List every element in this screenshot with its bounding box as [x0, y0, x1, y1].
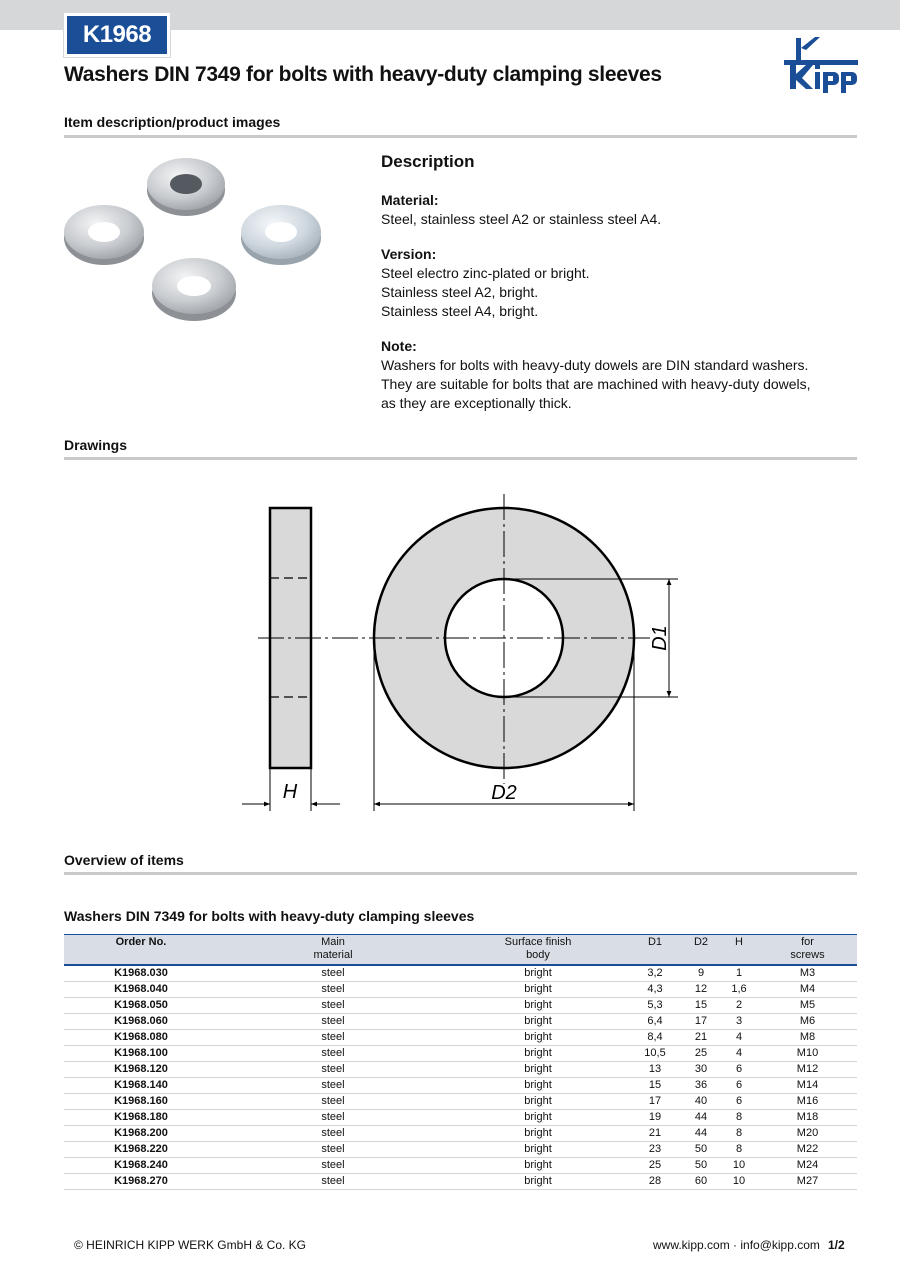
washer-left: [64, 205, 144, 265]
surface-cell: bright: [448, 1062, 628, 1078]
order-no-cell: K1968.030: [64, 965, 218, 982]
screws-cell: M3: [758, 965, 857, 982]
material-cell: steel: [218, 1110, 448, 1126]
order-no-cell: K1968.200: [64, 1126, 218, 1142]
d1-cell: 8,4: [628, 1030, 682, 1046]
washer-bottom: [152, 258, 236, 321]
d2-cell: 15: [682, 998, 720, 1014]
material-cell: steel: [218, 1094, 448, 1110]
table-row: [64, 1078, 857, 1094]
order-no-cell: K1968.140: [64, 1078, 218, 1094]
product-photo: [64, 148, 332, 330]
h-cell: 6: [720, 1094, 758, 1110]
version-line: Steel electro zinc-plated or bright.: [381, 265, 590, 281]
note-label: Note:: [381, 338, 417, 354]
h-cell: 8: [720, 1142, 758, 1158]
column-header-material: Main material: [218, 935, 448, 966]
section-divider: [64, 135, 857, 138]
screws-cell: M14: [758, 1078, 857, 1094]
screws-cell: M6: [758, 1014, 857, 1030]
order-no-cell: K1968.040: [64, 982, 218, 998]
surface-cell: bright: [448, 1174, 628, 1190]
dimension-label-d2: D2: [491, 782, 517, 804]
material-cell: steel: [218, 1014, 448, 1030]
section-divider: [64, 872, 857, 875]
order-no-cell: K1968.270: [64, 1174, 218, 1190]
material-cell: steel: [218, 982, 448, 998]
h-cell: 8: [720, 1126, 758, 1142]
surface-cell: bright: [448, 998, 628, 1014]
d1-cell: 6,4: [628, 1014, 682, 1030]
description-panel: [381, 152, 821, 429]
table-title: Washers DIN 7349 for bolts with heavy-duty clamping sleeves: [64, 908, 475, 924]
screws-cell: M24: [758, 1158, 857, 1174]
d1-cell: 28: [628, 1174, 682, 1190]
footer-contact: www.kipp.com · info@kipp.com: [653, 1238, 820, 1252]
table-header-row: [64, 935, 857, 966]
d1-cell: 17: [628, 1094, 682, 1110]
h-cell: 1: [720, 965, 758, 982]
footer-copyright: © HEINRICH KIPP WERK GmbH & Co. KG: [74, 1238, 306, 1252]
material-cell: steel: [218, 1078, 448, 1094]
d2-cell: 40: [682, 1094, 720, 1110]
d2-cell: 50: [682, 1142, 720, 1158]
d1-cell: 3,2: [628, 965, 682, 982]
surface-cell: bright: [448, 982, 628, 998]
d2-cell: 60: [682, 1174, 720, 1190]
washer-right: [241, 205, 321, 265]
order-no-cell: K1968.160: [64, 1094, 218, 1110]
table-row: [64, 1142, 857, 1158]
d2-cell: 25: [682, 1046, 720, 1062]
material-cell: steel: [218, 1142, 448, 1158]
surface-cell: bright: [448, 1094, 628, 1110]
column-header-h: H: [720, 935, 758, 966]
h-cell: 1,6: [720, 982, 758, 998]
order-no-cell: K1968.080: [64, 1030, 218, 1046]
screws-cell: M5: [758, 998, 857, 1014]
material-label: Material:: [381, 192, 439, 208]
page-title: Washers DIN 7349 for bolts with heavy-duty clamping sleeves: [64, 63, 662, 86]
footer-page-number: 1/2: [828, 1238, 845, 1252]
note-text: Washers for bolts with heavy-duty dowels are DIN standard washers. They are suitable for bolts that are machined with heavy-duty dowels, as they are exceptionally thick.: [381, 357, 811, 411]
screws-cell: M4: [758, 982, 857, 998]
d2-cell: 30: [682, 1062, 720, 1078]
surface-cell: bright: [448, 1126, 628, 1142]
h-cell: 4: [720, 1046, 758, 1062]
surface-cell: bright: [448, 1110, 628, 1126]
table-row: [64, 1014, 857, 1030]
section-divider: [64, 457, 857, 460]
d2-cell: 50: [682, 1158, 720, 1174]
order-no-cell: K1968.050: [64, 998, 218, 1014]
screws-cell: M8: [758, 1030, 857, 1046]
d2-cell: 44: [682, 1126, 720, 1142]
material-cell: steel: [218, 965, 448, 982]
d2-cell: 21: [682, 1030, 720, 1046]
h-cell: 4: [720, 1030, 758, 1046]
screws-cell: M16: [758, 1094, 857, 1110]
table-row: [64, 965, 857, 982]
d2-cell: 12: [682, 982, 720, 998]
surface-cell: bright: [448, 1158, 628, 1174]
order-no-cell: K1968.180: [64, 1110, 218, 1126]
table-row: [64, 1030, 857, 1046]
surface-cell: bright: [448, 1030, 628, 1046]
items-table: [64, 934, 857, 1190]
section-heading-drawings: Drawings: [64, 437, 128, 453]
material-cell: steel: [218, 1126, 448, 1142]
table-row: [64, 1062, 857, 1078]
table-row: [64, 1110, 857, 1126]
table-row: [64, 982, 857, 998]
d1-cell: 25: [628, 1158, 682, 1174]
screws-cell: M12: [758, 1062, 857, 1078]
h-cell: 6: [720, 1078, 758, 1094]
front-view: [258, 494, 678, 811]
material-cell: steel: [218, 1046, 448, 1062]
table-row: [64, 1046, 857, 1062]
side-view: [242, 508, 340, 811]
material-cell: steel: [218, 1030, 448, 1046]
h-cell: 3: [720, 1014, 758, 1030]
d2-cell: 44: [682, 1110, 720, 1126]
d2-cell: 17: [682, 1014, 720, 1030]
d2-cell: 9: [682, 965, 720, 982]
version-line: Stainless steel A2, bright.: [381, 284, 539, 300]
material-text: Steel, stainless steel A2 or stainless steel A4.: [381, 211, 662, 227]
technical-drawing: [230, 488, 690, 818]
column-header-screws: for screws: [758, 935, 857, 966]
h-cell: 2: [720, 998, 758, 1014]
d1-cell: 19: [628, 1110, 682, 1126]
material-cell: steel: [218, 1174, 448, 1190]
d1-cell: 13: [628, 1062, 682, 1078]
surface-cell: bright: [448, 1014, 628, 1030]
section-heading-item-description: Item description/product images: [64, 114, 281, 130]
table-row: [64, 1126, 857, 1142]
column-header-order-no: Order No.: [64, 935, 218, 966]
d2-cell: 36: [682, 1078, 720, 1094]
material-cell: steel: [218, 998, 448, 1014]
dimension-label-d1: D1: [649, 625, 671, 651]
table-row: [64, 998, 857, 1014]
version-line: Stainless steel A4, bright.: [381, 303, 539, 319]
screws-cell: M18: [758, 1110, 857, 1126]
screws-cell: M22: [758, 1142, 857, 1158]
description-heading: Description: [381, 152, 475, 171]
dimension-label-h: H: [282, 781, 298, 803]
surface-cell: bright: [448, 1078, 628, 1094]
table-row: [64, 1174, 857, 1190]
d1-cell: 10,5: [628, 1046, 682, 1062]
material-cell: steel: [218, 1062, 448, 1078]
column-header-d1: D1: [628, 935, 682, 966]
screws-cell: M27: [758, 1174, 857, 1190]
washer-top: [147, 158, 225, 216]
order-no-cell: K1968.220: [64, 1142, 218, 1158]
table-row: [64, 1158, 857, 1174]
h-cell: 10: [720, 1174, 758, 1190]
column-header-surface: Surface finish body: [448, 935, 628, 966]
d1-cell: 5,3: [628, 998, 682, 1014]
d1-cell: 15: [628, 1078, 682, 1094]
column-header-d2: D2: [682, 935, 720, 966]
version-label: Version:: [381, 246, 437, 262]
surface-cell: bright: [448, 1046, 628, 1062]
screws-cell: M10: [758, 1046, 857, 1062]
order-no-cell: K1968.060: [64, 1014, 218, 1030]
surface-cell: bright: [448, 965, 628, 982]
order-no-cell: K1968.120: [64, 1062, 218, 1078]
kipp-logo: [782, 34, 860, 94]
table-row: [64, 1094, 857, 1110]
d1-cell: 21: [628, 1126, 682, 1142]
order-no-cell: K1968.240: [64, 1158, 218, 1174]
d1-cell: 23: [628, 1142, 682, 1158]
surface-cell: bright: [448, 1142, 628, 1158]
material-cell: steel: [218, 1158, 448, 1174]
h-cell: 8: [720, 1110, 758, 1126]
section-heading-overview: Overview of items: [64, 852, 184, 868]
h-cell: 10: [720, 1158, 758, 1174]
product-code-badge: K1968: [64, 13, 170, 57]
screws-cell: M20: [758, 1126, 857, 1142]
d1-cell: 4,3: [628, 982, 682, 998]
h-cell: 6: [720, 1062, 758, 1078]
order-no-cell: K1968.100: [64, 1046, 218, 1062]
